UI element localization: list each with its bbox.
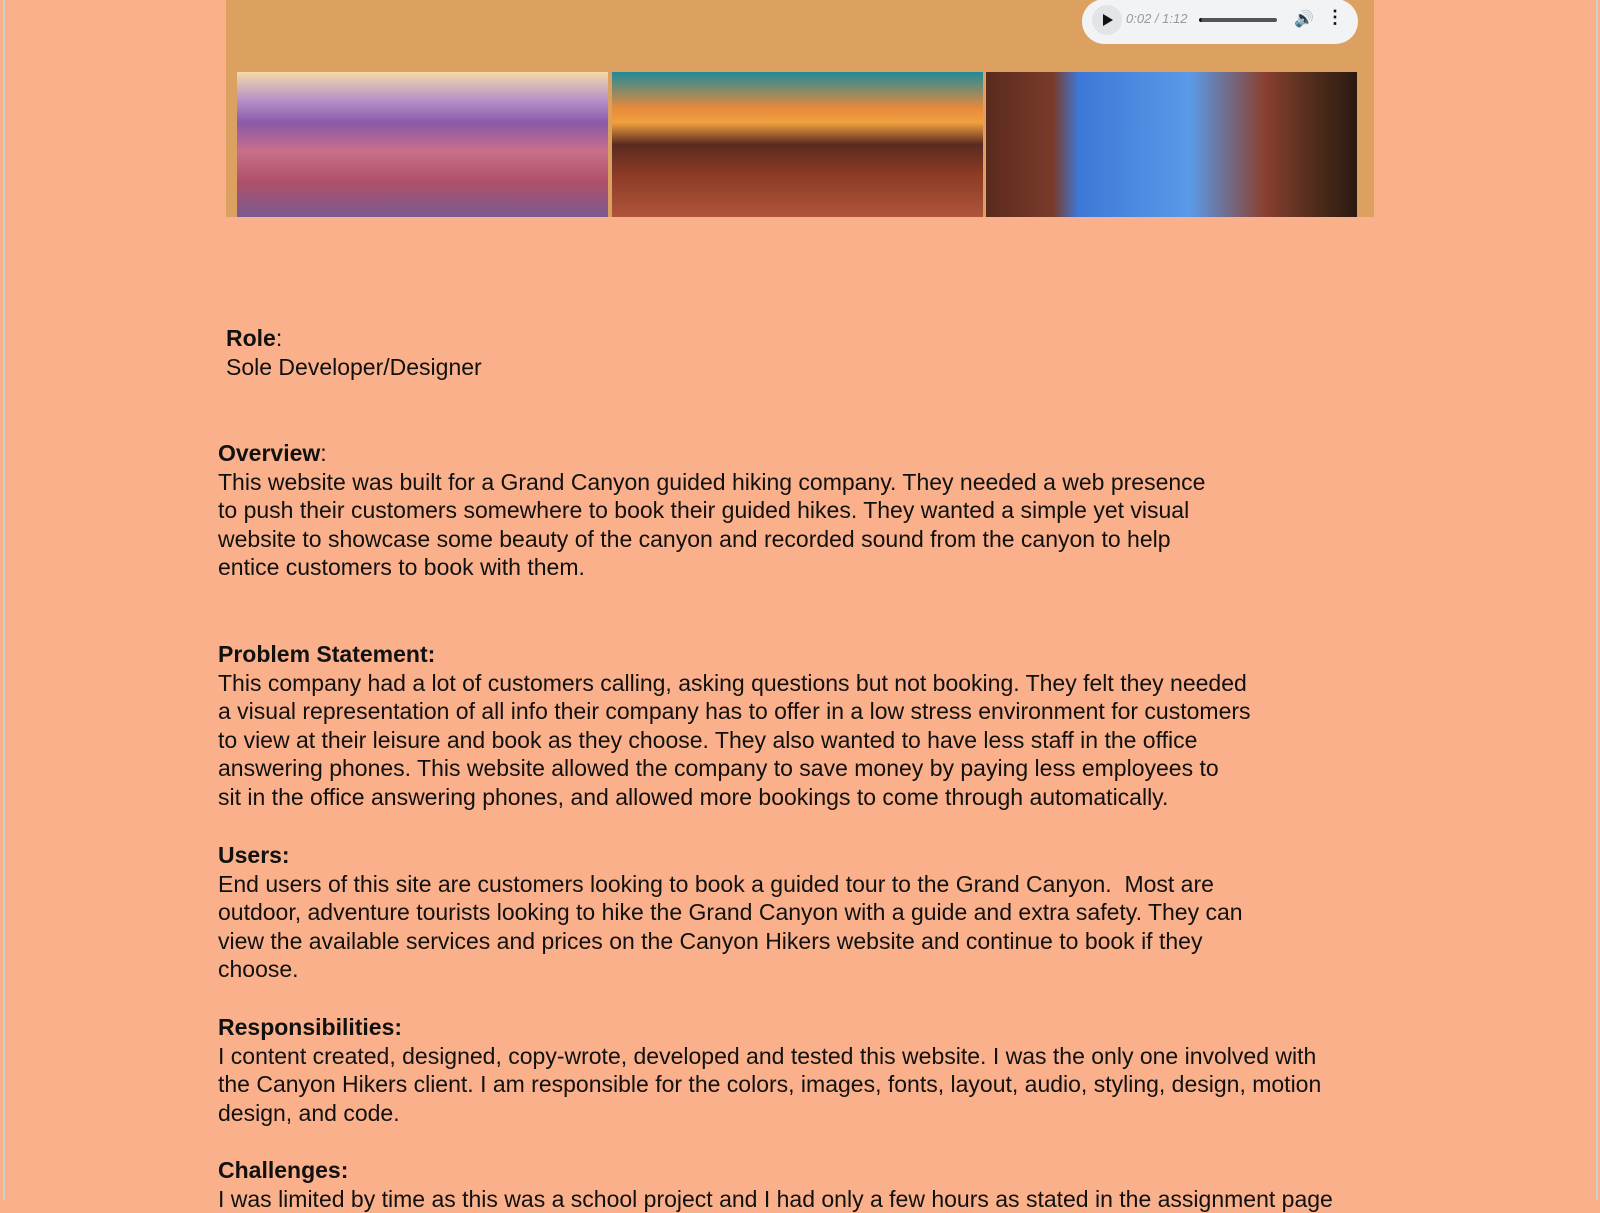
page-edge-left — [3, 0, 5, 1200]
section-text-line: answering phones. This website allowed the company to save money by paying less employees to — [218, 755, 1219, 782]
canyon-photo-1 — [237, 72, 608, 217]
section-text-line: view the available services and prices on the Canyon Hikers website and continue to book if they — [218, 927, 1203, 954]
section-text-line: entice customers to book with them. — [218, 554, 585, 581]
section-text-line: design, and code. — [218, 1099, 400, 1126]
play-button[interactable] — [1092, 5, 1122, 35]
more-options-icon[interactable]: ⋮ — [1326, 7, 1344, 27]
canyon-photo-3 — [986, 72, 1357, 217]
section-heading: Users: — [218, 842, 290, 868]
role-heading: Role: — [226, 325, 283, 351]
role-value: Sole Developer/Designer — [226, 354, 482, 380]
section-heading: Responsibilities: — [218, 1014, 403, 1040]
section-text-line: I content created, designed, copy-wrote, developed and tested this website. I was the only one involved with — [218, 1042, 1317, 1069]
section-text-line: sit in the office answering phones, and allowed more bookings to come through automatically. — [218, 784, 1169, 810]
volume-icon[interactable]: 🔊 — [1294, 11, 1314, 28]
section-heading: Problem Statement: — [218, 641, 436, 667]
section-text-line: to push their customers somewhere to book their guided hikes. They wanted a simple yet visual — [218, 497, 1190, 524]
section-text-line: to view at their leisure and book as they choose. They also wanted to have less staff in the office — [218, 726, 1198, 753]
audio-player[interactable] — [1082, 0, 1358, 44]
canyon-photo-2 — [612, 72, 983, 217]
section-text-line: the Canyon Hikers client. I am responsible for the colors, images, fonts, layout, audio, styling, design, motion — [218, 1071, 1322, 1098]
section-text-line: choose. — [218, 956, 299, 983]
section-text-line: This website was built for a Grand Canyon guided hiking company. They needed a web presence — [218, 468, 1206, 495]
audio-progress-slider[interactable] — [1199, 18, 1277, 22]
section-text-line: End users of this site are customers looking to book a guided tour to the Grand Canyon. Most are — [218, 870, 1214, 897]
section-text-line: I was limited by time as this was a school project and I had only a few hours as stated in the assignment page — [218, 1185, 1333, 1212]
section-text-line: website to showcase some beauty of the canyon and recorded sound from the canyon to help — [218, 525, 1171, 552]
page-edge-right — [1596, 0, 1598, 1200]
section-heading: Overview: — [218, 440, 327, 466]
section-text-line: outdoor, adventure tourists looking to hike the Grand Canyon with a guide and extra safety. They can — [218, 899, 1243, 926]
section-heading: Challenges: — [218, 1157, 349, 1183]
section-text-line: a visual representation of all info their company has to offer in a low stress environment for customers — [218, 698, 1251, 725]
audio-time: 0:02 / 1:12 — [1126, 11, 1188, 26]
section-text-line: This company had a lot of customers calling, asking questions but not booking. They felt they needed — [218, 669, 1247, 696]
